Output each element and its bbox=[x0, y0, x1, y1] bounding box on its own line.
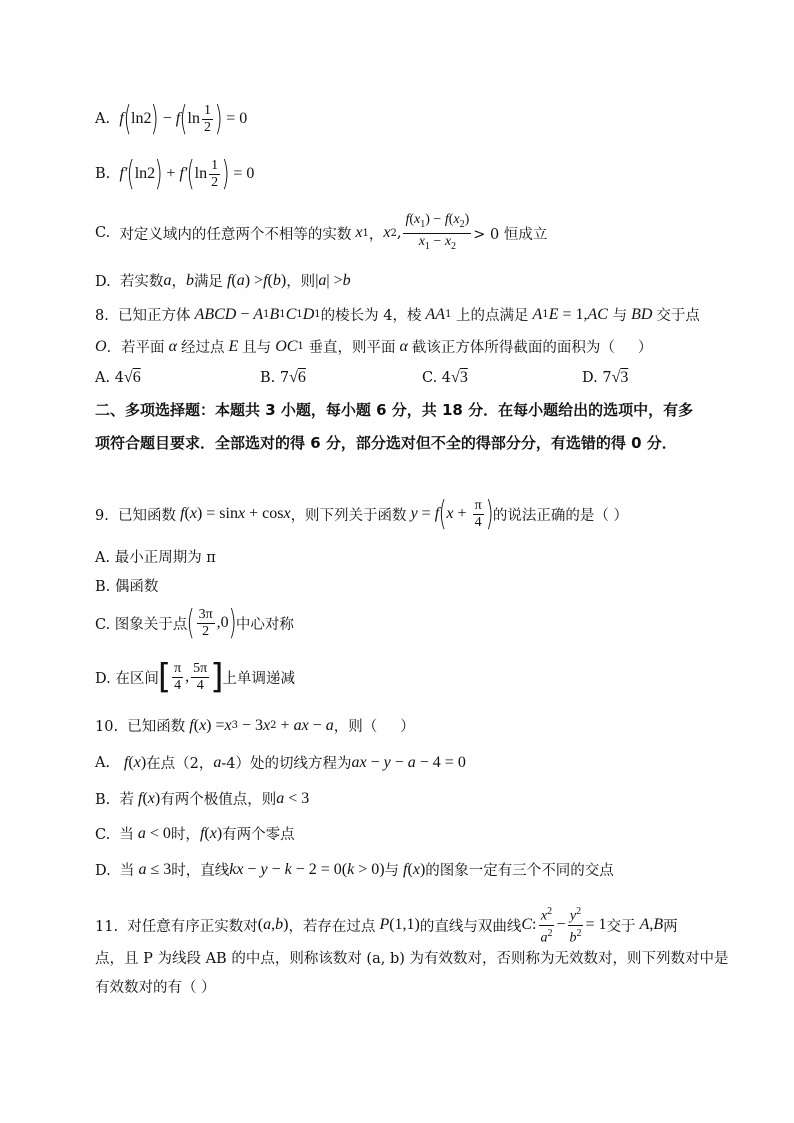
q7-option-a: A. f ( ln2 ) − f ( ln $\frac{1}{2}$ ) = 0 bbox=[95, 99, 248, 139]
option-label: A. bbox=[95, 111, 120, 127]
q11-stem-line2: 点，且 P 为线段 AB 的中点，则称该数对 (a, b) 为有效数对，否则称为无效数对，则下列数对中是 bbox=[95, 951, 729, 967]
q8-option-c: C. 4√3 bbox=[422, 369, 468, 386]
option-text: 对定义域内的任意两个不相等的实数 bbox=[119, 226, 352, 243]
q10-option-b: B. 若 f ( x ) 有两个极值点，则 a < 3 bbox=[95, 789, 310, 808]
option-text: C. 图象关于点 bbox=[95, 616, 188, 633]
q9-stem-tail: 的说法正确的是（ ） bbox=[492, 507, 629, 524]
option-text: D. 在区间 bbox=[95, 670, 159, 687]
section-multiple-choice-heading: 二、多项选择题：本题共 3 小题，每小题 6 分，共 18 分．在每小题给出的选项中，有多项符合题目要求．全部选对的得 6 分，部分选对但不全的得部分分，有选错的得 0 分． bbox=[95, 401, 694, 452]
q7-option-c: C. 对定义域内的任意两个不相等的实数 x 1 ， x 2 , $\frac{f(x_1) - f(x_2)}{x_1 - x_2}$ > 0 恒成立 bbox=[95, 212, 548, 252]
q7-option-d: D. 若实数 a ， b 满足 f ( a ) > f ( b ) ，则 | a | > b bbox=[95, 271, 351, 290]
q11-stem-line1: 11. 对任意有序正实数对 ( a , b ) ，若存在过点 P (1,1) 的直线与双曲线 C : $\frac{x^2}{a^2}$ − $\frac{y^2}{b^2}$ = 1 交于 A , B 两 bbox=[95, 906, 678, 946]
option-tail: > 0 恒成立 bbox=[473, 226, 548, 243]
q7-option-b: B. f′ ( ln2 ) + f′ ( ln $\frac{1}{2}$ ) = 0 bbox=[95, 154, 255, 194]
q9-option-c: C. 图象关于点 ( $\frac{3\pi}{2}$ ,0 ) 中心对称 bbox=[95, 603, 294, 643]
q9-option-a: A. 最小正周期为 π bbox=[95, 550, 216, 566]
q8-stem-line1: 8. 已知正方体 ABCD − A 1 B 1 C 1 D 1 的棱长为 4，棱 AA 1 上的点满足 A 1 E = 1, AC 与 BD 交于点 bbox=[95, 305, 700, 324]
q10-option-c: C. 当 a < 0 时， f ( x ) 有两个零点 bbox=[95, 824, 295, 843]
q8-option-a: A. 4√6 bbox=[95, 369, 141, 386]
q8-stem-line2: O ．若平面 α 经过点 E 且与 OC 1 垂直，则平面 α 截该正方体所得截面的面积为（ ） bbox=[95, 337, 653, 356]
q10-option-d: D. 当 a ≤ 3 时，直线 kx − y − k − 2 = 0 ( k > 0) 与 f ( x ) 的图象一定有三个不同的交点 bbox=[95, 860, 614, 879]
option-tail: 上单调递减 bbox=[222, 670, 296, 687]
option-tail: 中心对称 bbox=[235, 616, 294, 633]
q11-stem-line3: 有效数对的有（ ） bbox=[95, 980, 216, 996]
q9-option-b: B. 偶函数 bbox=[95, 579, 159, 595]
q9-stem: 9. 已知函数 f ( x ) = sin x + cos x ，则下列关于函数 y = f ( x + $\frac{\pi}{4}$ ) 的说法正确的是（ ） bbox=[95, 494, 629, 534]
q10-option-a: A. f ( x ) 在点（2， a -4）处的切线方程为 ax − y − a − 4 = 0 bbox=[95, 753, 466, 772]
q8-option-d: D. 7√3 bbox=[582, 369, 629, 386]
q10-stem: 10. 已知函数 f ( x ) = x 3 − 3 x 2 + ax − a ，则（ ） bbox=[95, 716, 415, 735]
q8-options bbox=[95, 369, 628, 387]
q9-option-d: D. 在区间 [ $\frac{\pi}{4}$ , $\frac{5\pi}{4}$ ] 上单调递减 bbox=[95, 657, 296, 697]
q8-option-b: B. 7√6 bbox=[260, 369, 306, 386]
option-label: B. bbox=[95, 166, 120, 182]
